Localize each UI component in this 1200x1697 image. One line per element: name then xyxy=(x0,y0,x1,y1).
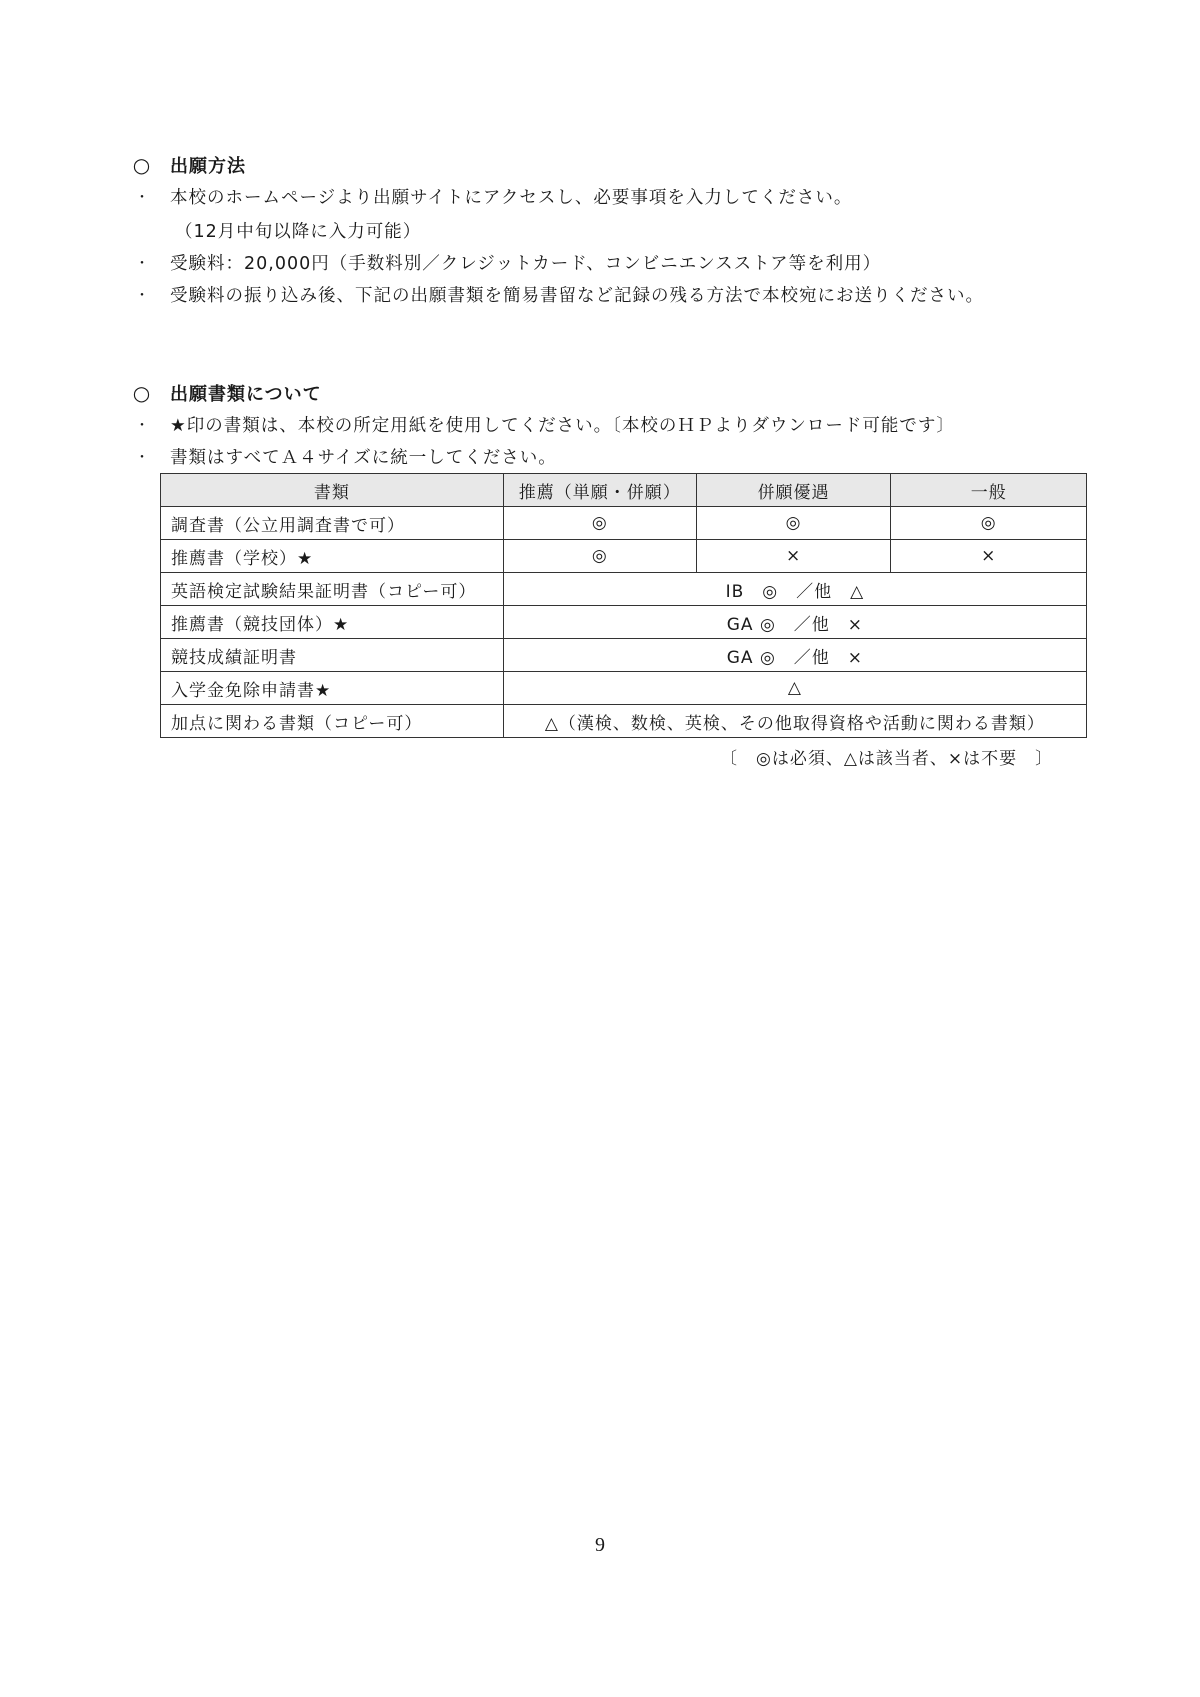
list-item-text: 受験料の振り込み後、下記の出願書類を簡易書留など記録の残る方法で本校宛にお送りください。 xyxy=(170,286,984,306)
table-cell: ◎ xyxy=(696,507,891,540)
header-general: 一般 xyxy=(891,474,1087,507)
table-cell: × xyxy=(696,540,891,573)
bullet: ・ xyxy=(135,417,150,434)
list-item-note: （12月中旬以降に入力可能） xyxy=(175,222,422,242)
header-recommendation: 推薦（単願・併願） xyxy=(503,474,696,507)
documents-table xyxy=(160,473,1087,738)
table-row xyxy=(161,705,1087,738)
table-cell: × xyxy=(891,540,1087,573)
bullet: ・ xyxy=(135,189,150,206)
section-heading-application-documents xyxy=(132,380,322,406)
table-cell: ◎ xyxy=(891,507,1087,540)
table-cell-merged: △ xyxy=(503,672,1086,705)
circle-icon: ○ xyxy=(132,381,152,405)
list-item-text: ★印の書類は、本校の所定用紙を使用してください。〔本校のＨＰよりダウンロード可能です〕 xyxy=(170,416,955,436)
list-item xyxy=(135,282,984,307)
list-item xyxy=(135,444,557,469)
document-name: 英語検定試験結果証明書（コピー可） xyxy=(161,573,504,606)
section-title: 出願書類について xyxy=(170,384,322,405)
table-cell-merged: GA ◎ ／他 × xyxy=(503,606,1086,639)
list-item xyxy=(135,412,955,437)
section-heading-application-method xyxy=(132,152,246,178)
table-row xyxy=(161,606,1087,639)
list-item-text: 書類はすべてＡ４サイズに統一してください。 xyxy=(170,448,557,468)
circle-icon: ○ xyxy=(132,153,152,177)
header-concurrent-preference: 併願優遇 xyxy=(696,474,891,507)
document-name: 入学金免除申請書★ xyxy=(161,672,504,705)
page-number: 9 xyxy=(595,1534,605,1556)
list-item-text: 受験料：20,000円（手数料別／クレジットカード、コンビニエンスストア等を利用） xyxy=(170,254,882,274)
table-row xyxy=(161,573,1087,606)
list-item-text: 本校のホームページより出願サイトにアクセスし、必要事項を入力してください。 xyxy=(170,188,853,208)
document-name: 加点に関わる書類（コピー可） xyxy=(161,705,504,738)
table-header-row xyxy=(161,474,1087,507)
document-name: 調査書（公立用調査書で可） xyxy=(161,507,504,540)
document-name: 推薦書（学校）★ xyxy=(161,540,504,573)
table-row xyxy=(161,639,1087,672)
table-cell-merged: IB ◎ ／他 △ xyxy=(503,573,1086,606)
table-cell: ◎ xyxy=(503,507,696,540)
table-row xyxy=(161,672,1087,705)
table-cell: ◎ xyxy=(503,540,696,573)
document-name: 競技成績証明書 xyxy=(161,639,504,672)
bullet: ・ xyxy=(135,449,150,466)
section-title: 出願方法 xyxy=(170,156,246,177)
bullet: ・ xyxy=(135,255,150,272)
table-cell-merged: GA ◎ ／他 × xyxy=(503,639,1086,672)
table-row xyxy=(161,540,1087,573)
bullet: ・ xyxy=(135,287,150,304)
document-name: 推薦書（競技団体）★ xyxy=(161,606,504,639)
list-item xyxy=(135,250,881,275)
header-documents: 書類 xyxy=(161,474,504,507)
list-item xyxy=(135,184,852,209)
table-cell-merged: △（漢検、数検、英検、その他取得資格や活動に関わる書類） xyxy=(503,705,1086,738)
table-legend: 〔 ◎は必須、△は該当者、×は不要 〕 xyxy=(720,749,1054,769)
table-row xyxy=(161,507,1087,540)
